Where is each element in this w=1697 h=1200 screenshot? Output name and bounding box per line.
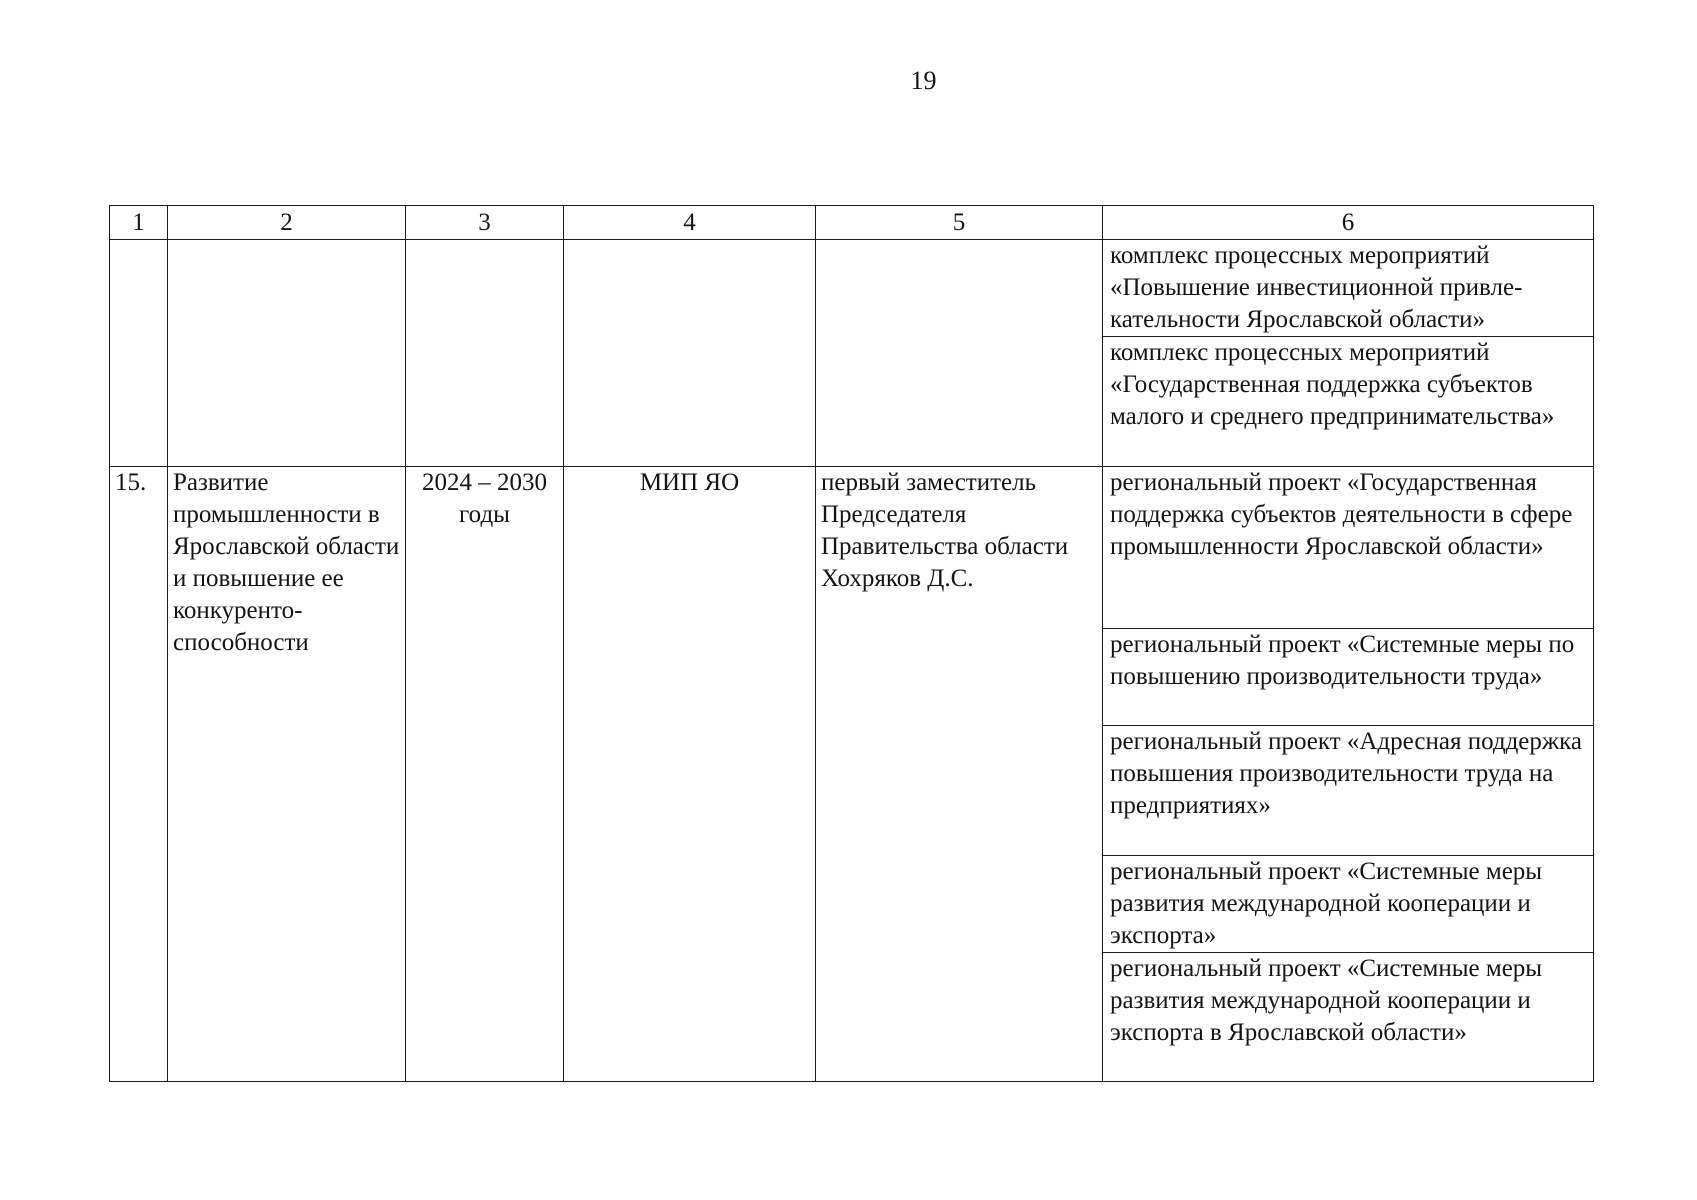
empty-cell-4 xyxy=(564,240,816,467)
empty-cell-2 xyxy=(168,240,406,467)
column-header-2: 2 xyxy=(168,206,406,240)
entry-name: Развитие промышленности в Ярославской области и повышение ее конкуренто-способности xyxy=(168,467,406,1082)
entry-period: 2024 – 2030 годы xyxy=(406,467,564,1082)
activity-cell xyxy=(1103,240,1594,337)
column-header-4: 4 xyxy=(564,206,816,240)
document-table xyxy=(109,205,1594,1082)
project-cell xyxy=(1103,467,1594,629)
project-text: региональный проект «Системные меры развития международной кооперации и экспорта в Ярославской области» xyxy=(1110,955,1543,1046)
project-text: региональный проект «Государственная поддержка субъектов деятельности в сфере промышленности Ярославской области» xyxy=(1110,469,1573,560)
activity-text: комплекс процессных мероприятий «Повышение инвестиционной привле-кательности Ярославской области» xyxy=(1110,242,1523,333)
column-header-6: 6 xyxy=(1103,206,1594,240)
project-text: региональный проект «Системные меры развития международной кооперации и экспорта» xyxy=(1110,858,1543,949)
empty-cell-5 xyxy=(816,240,1103,467)
column-header-5: 5 xyxy=(816,206,1103,240)
project-cell xyxy=(1103,856,1594,953)
column-header-1: 1 xyxy=(110,206,168,240)
page-number: 19 xyxy=(910,66,937,95)
project-cell xyxy=(1103,953,1594,1082)
project-text: региональный проект «Адресная поддержка повышения производительности труда на предприятиях» xyxy=(1110,728,1583,819)
entry-curator: первый заместитель Председателя Правительства области Хохряков Д.С. xyxy=(816,467,1103,1082)
project-cell xyxy=(1103,726,1594,856)
project-text: региональный проект «Системные меры по повышению производительности труда» xyxy=(1110,631,1575,690)
entry-number: 15. xyxy=(110,467,168,1082)
empty-cell-1 xyxy=(110,240,168,467)
empty-cell-3 xyxy=(406,240,564,467)
activity-text: комплекс процессных мероприятий «Государственная поддержка субъектов малого и среднего предпринимательства» xyxy=(1110,339,1555,430)
column-header-3: 3 xyxy=(406,206,564,240)
entry-executor: МИП ЯО xyxy=(564,467,816,1082)
activity-cell xyxy=(1103,337,1594,467)
table-row xyxy=(110,240,1594,337)
project-cell xyxy=(1103,629,1594,726)
table-row xyxy=(110,467,1594,629)
table-header-row xyxy=(110,206,1594,240)
